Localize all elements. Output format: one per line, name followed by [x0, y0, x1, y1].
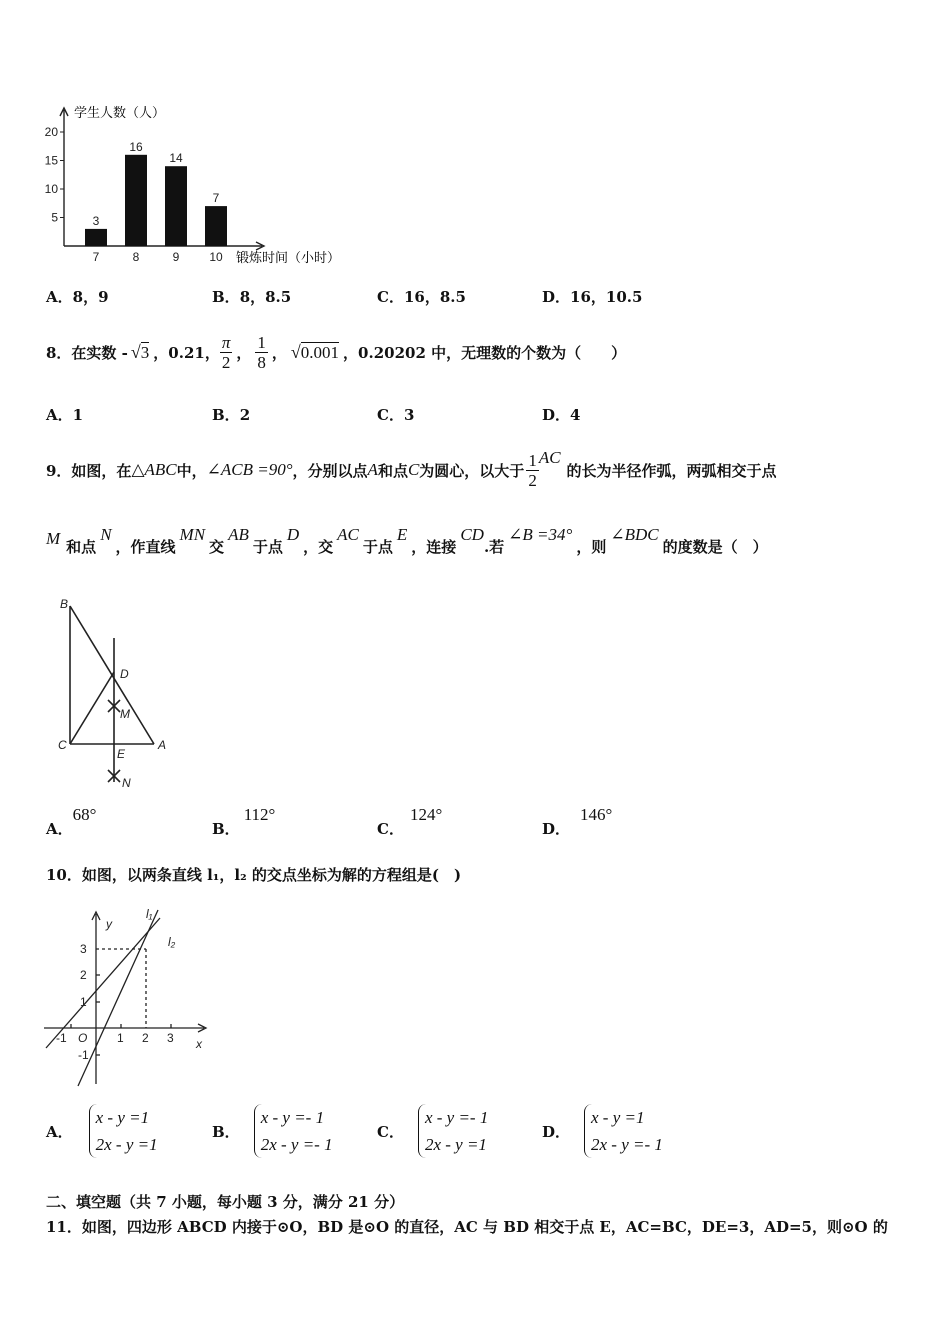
- x-tick-label: 10: [209, 250, 223, 264]
- q7-option-c[interactable]: [377, 286, 466, 307]
- equation-system: x - y =1 2x - y =- 1: [584, 1104, 663, 1158]
- sqrt-3: √3: [130, 341, 150, 362]
- fraction-half: $\frac{1}{2}$: [528, 450, 537, 490]
- x-axis-label: 锻炼时间（小时）: [236, 250, 341, 265]
- line-l2-label: l₂: [168, 935, 176, 949]
- q10-option-b[interactable]: B． x - y =- 1 2x - y =- 1: [212, 1104, 333, 1158]
- svg-text:1: 1: [117, 1031, 124, 1045]
- svg-text:1: 1: [80, 995, 87, 1009]
- option-text: 8，8.5: [239, 288, 292, 306]
- svg-text:-1: -1: [78, 1048, 89, 1062]
- q8-option-d[interactable]: D．4: [542, 406, 581, 424]
- label-m: M: [120, 707, 130, 721]
- option-text: 16，8.5: [403, 288, 466, 306]
- bar: [125, 155, 147, 246]
- q7-option-d[interactable]: [542, 286, 642, 307]
- q7-option-a[interactable]: [46, 286, 109, 307]
- triangle-abc: △ABC: [131, 460, 177, 479]
- svg-text:2: 2: [80, 968, 87, 982]
- bar-value-label: 3: [92, 213, 100, 228]
- bar-value-label: 7: [212, 191, 220, 206]
- q8-prefix: 8．在实数 -: [46, 343, 128, 362]
- q10-option-d[interactable]: D． x - y =1 2x - y =- 1: [542, 1104, 663, 1158]
- q9-option-d[interactable]: D．146°: [542, 805, 613, 838]
- q10-stem: 10．如图，以两条直线 l₁，l₂ 的交点坐标为解的方程组是( ): [46, 866, 462, 884]
- equation-system: x - y =- 1 2x - y =1: [418, 1104, 488, 1158]
- q10-coordinate-figure: [40, 898, 220, 1090]
- label-e: E: [117, 747, 126, 761]
- line-l1-label: l₁: [146, 907, 153, 921]
- y-tick-label: 15: [44, 153, 58, 168]
- svg-text:2: 2: [142, 1031, 149, 1045]
- sqrt-0-001: √0.001: [290, 341, 340, 362]
- bar: [205, 206, 227, 246]
- q8-stem: [46, 320, 626, 384]
- label-d: D: [120, 667, 129, 681]
- angle-acb: ∠ACB =90°: [206, 460, 293, 479]
- chart-axes: [45, 108, 264, 250]
- option-letter: C．: [377, 288, 404, 306]
- comma: ，: [236, 343, 252, 362]
- equation-system: x - y =1 2x - y =1: [89, 1104, 158, 1158]
- svg-text:3: 3: [80, 942, 87, 956]
- q10-option-a[interactable]: A． x - y =1 2x - y =1: [46, 1104, 158, 1158]
- label-c: C: [58, 738, 67, 752]
- axis-y-label: y: [106, 917, 112, 931]
- q8-suffix: ，0.20202 中，无理数的个数为（ ）: [343, 343, 627, 362]
- q9-option-b[interactable]: B．112°: [212, 805, 276, 838]
- x-tick-label: 7: [92, 250, 100, 264]
- label-a: A: [158, 738, 167, 752]
- bar-chart: [40, 98, 370, 270]
- q10-option-c[interactable]: C． x - y =- 1 2x - y =1: [377, 1104, 488, 1158]
- label-b: B: [60, 597, 69, 611]
- bar: [165, 166, 187, 246]
- bar-value-label: 14: [169, 151, 183, 166]
- y-tick-label: 20: [44, 125, 58, 139]
- q9-stem-line2: M 和点N，作直线MN交AB于点D，交AC于点E，连接CD.若∠B =34°，则∠BDC的度数是（ ）: [46, 525, 768, 556]
- q7-option-b[interactable]: [212, 286, 291, 307]
- option-letter: D．: [542, 288, 571, 306]
- y-axis-label: 学生人数（人）: [74, 105, 166, 120]
- q8-option-a[interactable]: A．1: [46, 406, 84, 424]
- q8-option-b[interactable]: B．2: [212, 406, 251, 424]
- q9-triangle-figure: [54, 594, 184, 794]
- q9-option-a[interactable]: A．68°: [46, 805, 97, 838]
- equation-system: x - y =- 1 2x - y =- 1: [254, 1104, 333, 1158]
- option-text: 16，10.5: [570, 288, 643, 306]
- q11-stem: 11．如图，四边形 ABCD 内接于⊙O，BD 是⊙O 的直径，AC 与 BD 相交于点 E，AC=BC，DE=3，AD=5，则⊙O 的: [46, 1218, 888, 1236]
- option-text: 8，9: [72, 288, 109, 306]
- svg-text:-1: -1: [56, 1031, 67, 1045]
- q9-option-c[interactable]: C．124°: [377, 805, 443, 838]
- label-n: N: [122, 776, 131, 790]
- axis-x-label: x: [196, 1037, 202, 1051]
- y-tick-label: 10: [44, 182, 58, 196]
- x-tick-label: 8: [132, 250, 140, 264]
- q8-option-c[interactable]: C．3: [377, 406, 415, 424]
- origin-label: O: [78, 1031, 88, 1045]
- fraction-pi-over-2: $\frac{\pi}{2}$: [221, 332, 231, 372]
- comma: ，: [271, 343, 287, 362]
- q9-stem-line1: 9．如图，在 △ABC 中， ∠ACB =90° ，分别以点 A 和点 C 为圆心，以大于 $\frac{1}{2}$ AC 的长为半径作弧，两弧相交于点: [46, 448, 777, 490]
- option-letter: A．: [46, 288, 73, 306]
- q8-0-21: ，0.21，: [153, 343, 220, 362]
- bar: [85, 229, 107, 246]
- x-tick-label: 9: [172, 250, 180, 264]
- fraction-1-over-8: $\frac{1}{8}$: [257, 332, 266, 372]
- svg-text:3: 3: [167, 1031, 174, 1045]
- bar-value-label: 16: [129, 139, 143, 154]
- y-tick-label: 5: [51, 210, 58, 225]
- section-title: 二、填空题（共 7 小题，每小题 3 分，满分 21 分）: [46, 1193, 405, 1211]
- option-letter: B．: [212, 288, 240, 306]
